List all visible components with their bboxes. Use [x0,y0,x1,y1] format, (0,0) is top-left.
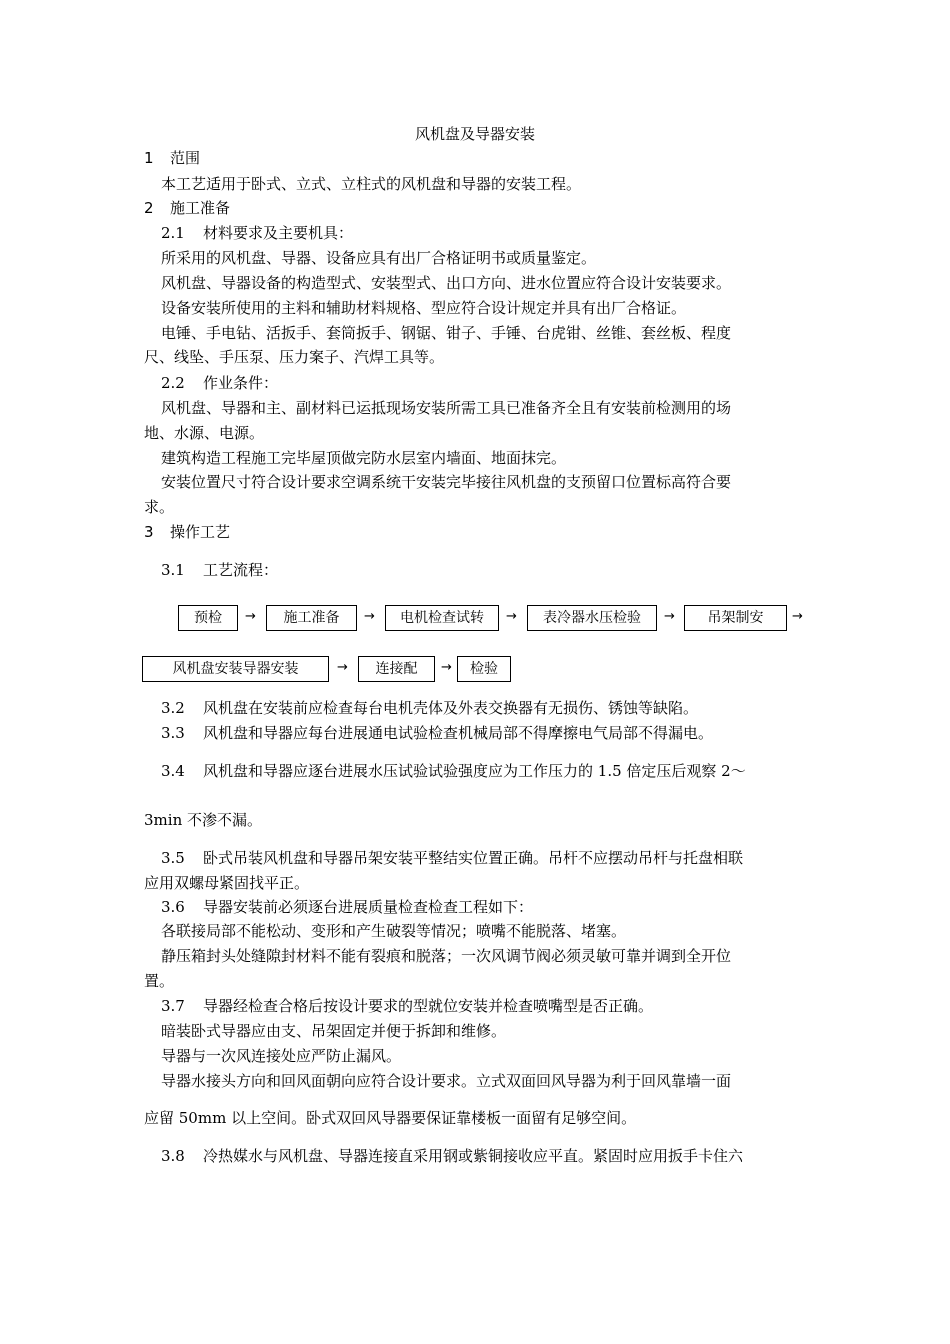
subsection-2-1-heading [161,223,353,243]
flow-step-inspection: 检验 [457,656,511,682]
paragraph: 导器水接头方向和回风面朝向应符合设计要求。立式双面回风导器为利于回风靠墙一面 [161,1072,732,1090]
subsection-number: 3.1 [161,561,185,579]
flow-step-fan-coil-install: 风机盘安装导器安装 [142,656,329,682]
subsection-number: 2.1 [161,224,185,242]
paragraph: 所采用的风机盘、导器、设备应具有出厂合格证明书或质量鉴定。 [161,249,597,267]
page-title: 风机盘及导器安装 [414,125,535,143]
paragraph-continuation: 应用双螺母紧固找平正。 [144,874,310,892]
subsection-text: 冷热媒水与风机盘、导器连接直采用钢或紫铜接收应平直。紧固时应用扳手卡住六 [203,1147,744,1165]
subsection-title: 材料要求及主要机具： [203,224,354,242]
paragraph: 各联接局部不能松动、变形和产生破裂等情况；喷嘴不能脱落、堵塞。 [161,922,627,940]
flow-step-preparation: 施工准备 [266,605,357,631]
subsection-number: 3.5 [161,849,185,867]
paragraph-continuation: 应留 50mm 以上空间。卧式双回风导器要保证靠楼板一面留有足够空间。 [144,1109,637,1127]
paragraph: 建筑构造工程施工完毕屋顶做完防水层室内墙面、地面抹完。 [161,449,567,467]
paragraph: 设备安装所使用的主料和辅助材料规格、型应符合设计规定并具有出厂合格证。 [161,299,687,317]
subsection-3-5 [161,848,743,868]
flow-step-pressure-test: 表冷器水压检验 [527,605,657,631]
paragraph: 静压箱封头处缝隙封材料不能有裂痕和脱落；一次风调节阀必须灵敏可靠并调到全开位 [161,947,732,965]
paragraph-continuation: 尺、线坠、手压泵、压力案子、汽焊工具等。 [144,348,445,366]
section-3-heading [144,522,230,542]
subsection-number: 3.6 [161,898,185,916]
flow-step-preinspection: 预检 [178,605,238,631]
paragraph: 电锤、手电钻、活扳手、套筒扳手、钢锯、钳子、手锤、台虎钳、丝锥、套丝板、程度 [161,324,732,342]
flow-step-motor-test: 电机检查试转 [385,605,499,631]
subsection-number: 3.3 [161,724,185,742]
section-number: 3 [144,523,154,541]
paragraph: 暗装卧式导器应由支、吊架固定并便于拆卸和维修。 [161,1022,507,1040]
flow-arrow: → [337,660,348,675]
section-title: 施工准备 [170,199,231,217]
subsection-3-7 [161,996,653,1016]
subsection-text: 风机盘在安装前应检查每台电机壳体及外表交换器有无损伤、锈蚀等缺陷。 [203,699,699,717]
section-2-heading [144,198,230,218]
flow-arrow: → [364,609,375,624]
subsection-3-1-heading [161,560,278,580]
subsection-title: 作业条件： [203,374,279,392]
subsection-number: 3.4 [161,762,185,780]
paragraph: 导器与一次风连接处应严防止漏风。 [161,1047,402,1065]
paragraph-continuation: 地、水源、电源。 [144,424,265,442]
flow-arrow: → [245,609,256,624]
flow-arrow: → [441,660,452,675]
subsection-number: 3.2 [161,699,185,717]
section-title: 范围 [170,149,201,167]
subsection-text: 导器安装前必须逐台进展质量检查检查工程如下： [203,898,534,916]
flow-step-connection: 连接配 [358,656,435,682]
subsection-3-8 [161,1146,743,1166]
paragraph-continuation: 3min 不渗不漏。 [144,811,262,829]
subsection-text: 卧式吊装风机盘和导器吊架安装平整结实位置正确。吊杆不应摆动吊杆与托盘相联 [203,849,744,867]
paragraph: 本工艺适用于卧式、立式、立柱式的风机盘和导器的安装工程。 [161,175,582,193]
subsection-number: 2.2 [161,374,185,392]
paragraph: 风机盘、导器和主、副材料已运抵现场安装所需工具已准备齐全且有安装前检测用的场 [161,399,732,417]
flow-arrow: → [664,609,675,624]
flow-step-hanger-install: 吊架制安 [684,605,787,631]
paragraph-continuation: 置。 [144,972,175,990]
flow-arrow: → [792,609,803,624]
subsection-3-2 [161,698,698,718]
subsection-2-2-heading [161,373,278,393]
subsection-number: 3.7 [161,997,185,1015]
subsection-text: 风机盘和导器应每台进展通电试验检查机械局部不得摩擦电气局部不得漏电。 [203,724,714,742]
paragraph: 安装位置尺寸符合设计要求空调系统干安装完毕接往风机盘的支预留口位置标高符合要 [161,473,732,491]
paragraph: 风机盘、导器设备的构造型式、安装型式、出口方向、进水位置应符合设计安装要求。 [161,274,732,292]
section-1-heading [144,148,200,168]
section-number: 2 [144,199,154,217]
paragraph-continuation: 求。 [144,498,175,516]
subsection-text: 导器经检查合格后按设计要求的型就位安装并检查喷嘴型是否正确。 [203,997,654,1015]
flow-arrow: → [506,609,517,624]
subsection-number: 3.8 [161,1147,185,1165]
subsection-3-3 [161,723,713,743]
subsection-title: 工艺流程： [203,561,279,579]
section-number: 1 [144,149,154,167]
section-title: 操作工艺 [170,523,231,541]
subsection-3-6 [161,897,533,917]
subsection-3-4 [161,761,746,781]
subsection-text: 风机盘和导器应逐台进展水压试验试验强度应为工作压力的 1.5 倍定压后观察 2～ [203,762,746,780]
